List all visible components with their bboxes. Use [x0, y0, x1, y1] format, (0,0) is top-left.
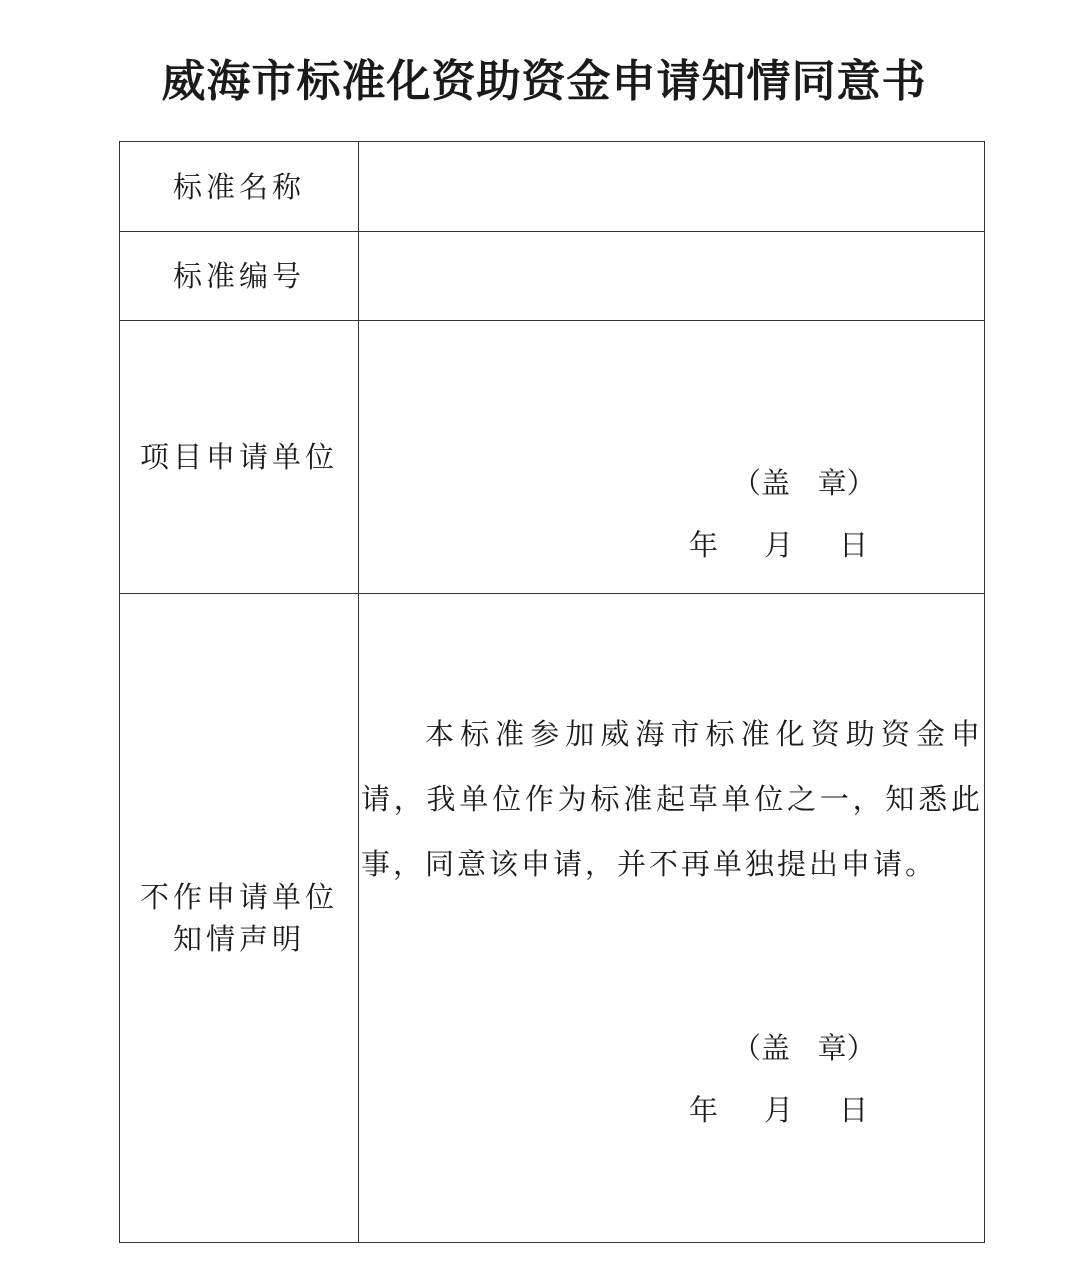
label-line-1: 不作申请单位 [139, 880, 338, 914]
date-placeholder: 年 月 日 [689, 1093, 869, 1127]
date-placeholder: 年 月 日 [689, 528, 869, 562]
consent-form-table [119, 141, 985, 1243]
standard-name-field[interactable] [359, 142, 985, 232]
applicant-unit-label: 项目申请单位 [120, 321, 359, 594]
standard-name-label: 标准名称 [120, 142, 359, 232]
standard-number-field[interactable] [359, 232, 985, 321]
page-title: 威海市标准化资助资金申请知情同意书 [161, 56, 927, 107]
standard-number-label: 标准编号 [120, 232, 359, 321]
non-applicant-statement-label [120, 594, 359, 1243]
row-non-applicant-statement [120, 594, 985, 1243]
applicant-unit-field[interactable] [359, 321, 985, 594]
label-line-2: 知情声明 [172, 922, 305, 956]
seal-placeholder: （盖 章） [732, 1031, 876, 1065]
seal-placeholder: （盖 章） [732, 466, 876, 500]
row-standard-number [120, 232, 985, 321]
row-applicant-unit [120, 321, 985, 594]
non-applicant-statement-field[interactable] [359, 594, 985, 1243]
statement-text: 本标准参加威海市标准化资助资金申请，我单位作为标准起草单位之一，知悉此事，同意该申请，并不再单独提出申请。 [361, 717, 983, 881]
row-standard-name [120, 142, 985, 232]
